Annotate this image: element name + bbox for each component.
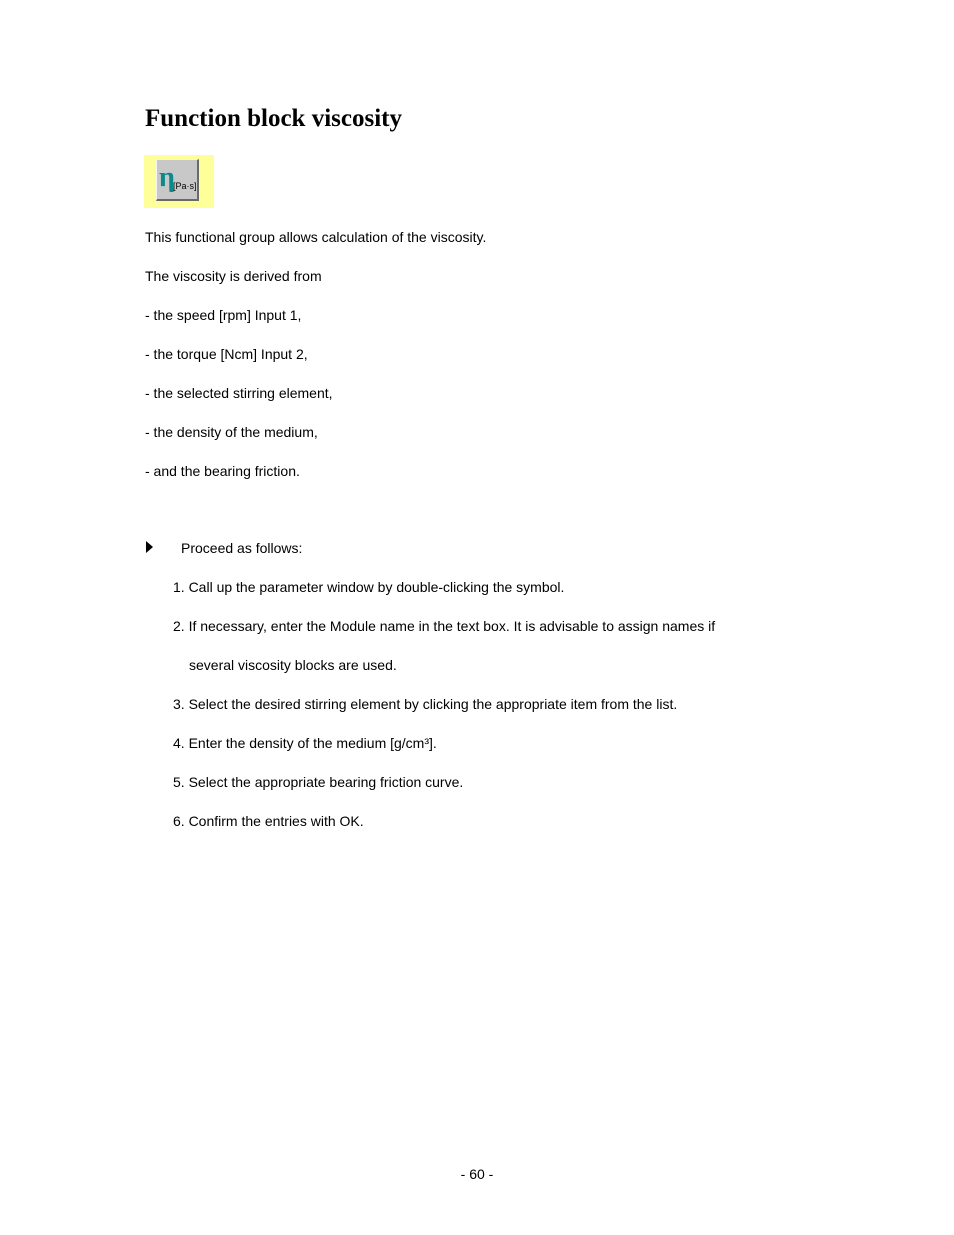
derived-from-label: The viscosity is derived from (145, 268, 322, 284)
list-item: - the speed [rpm] Input 1, (145, 307, 302, 323)
procedure-step: 5. Select the appropriate bearing friction curve. (173, 774, 464, 790)
list-item: - the selected stirring element, (145, 385, 333, 401)
unit-label: [Pa·s] (173, 181, 197, 191)
list-item: - the density of the medium, (145, 424, 318, 440)
viscosity-symbol-button[interactable] (156, 159, 199, 201)
procedure-step: 3. Select the desired stirring element by clicking the appropriate item from the list. (173, 696, 678, 712)
page-number: - 60 - (460, 1166, 494, 1182)
list-item: - and the bearing friction. (145, 463, 300, 479)
procedure-step: 2. If necessary, enter the Module name in the text box. It is advisable to assign names if (173, 618, 716, 634)
viscosity-eta-pas-icon (157, 160, 197, 199)
page-title: Function block viscosity (145, 105, 402, 132)
procedure-step: 6. Confirm the entries with OK. (173, 813, 364, 829)
procedure-step-continuation: several viscosity blocks are used. (189, 657, 397, 673)
procedure-step: 1. Call up the parameter window by double-clicking the symbol. (173, 579, 565, 595)
bullet-arrow-icon (146, 541, 153, 553)
eta-glyph: η (159, 162, 175, 193)
list-item: - the torque [Ncm] Input 2, (145, 346, 308, 362)
procedure-lead: Proceed as follows: (181, 540, 303, 556)
viscosity-symbol-highlight (144, 155, 214, 208)
intro-text: This functional group allows calculation of the viscosity. (145, 229, 487, 245)
procedure-step: 4. Enter the density of the medium [g/cm³]. (173, 735, 437, 751)
